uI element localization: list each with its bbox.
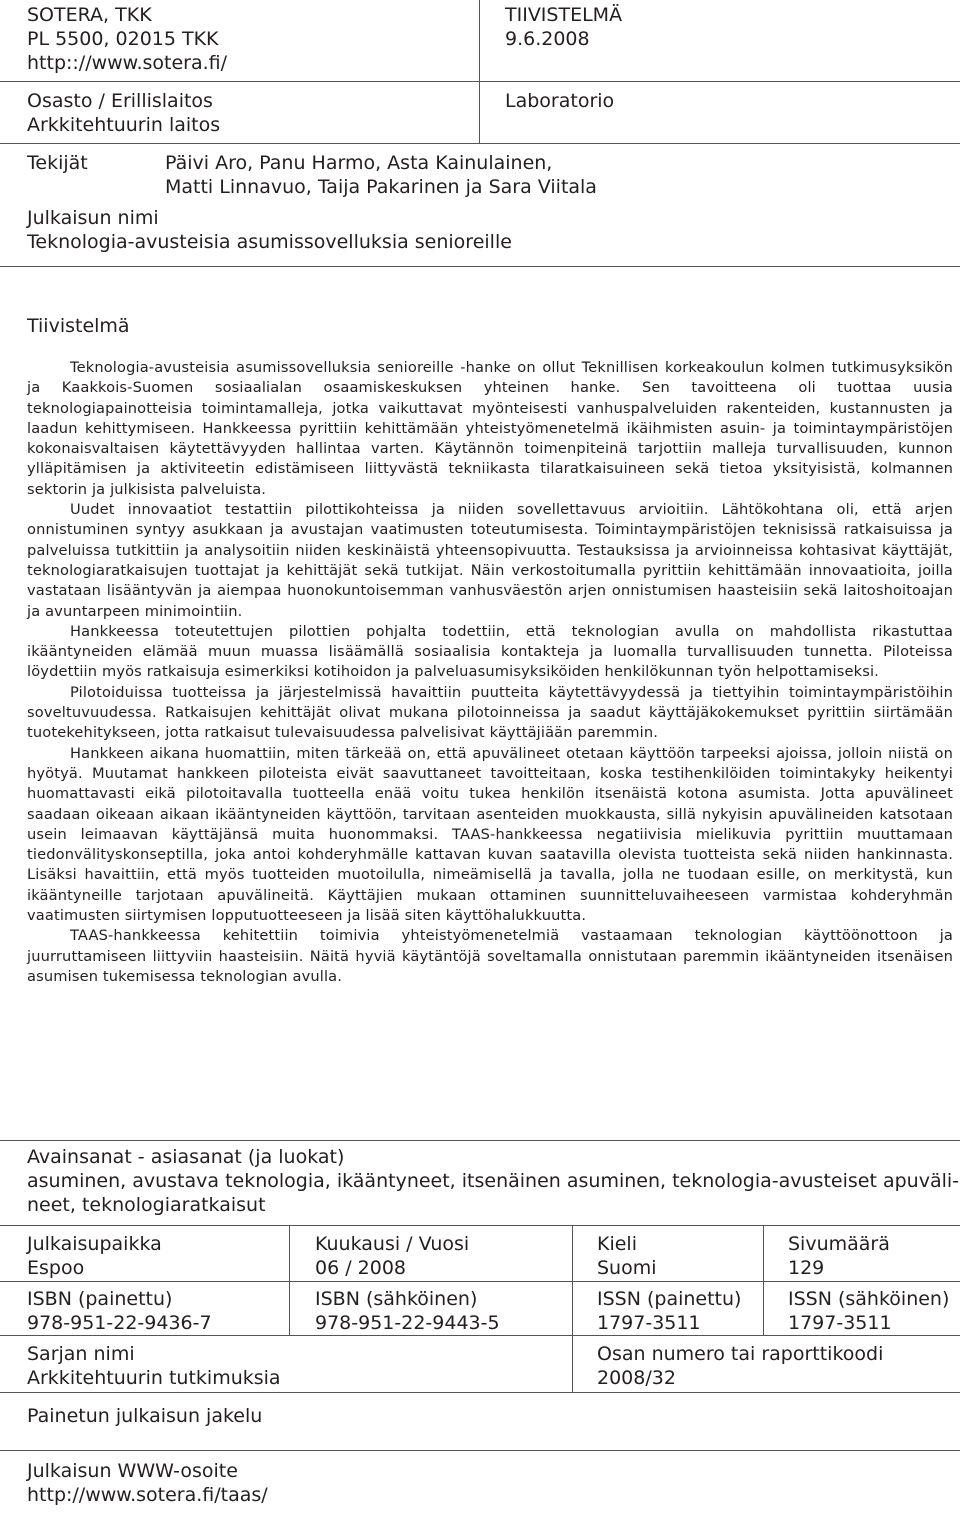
place: Espoo [27,1257,85,1279]
header-column-divider [479,0,480,143]
rule-after-title [0,266,960,267]
distribution-label: Painetun julkaisun jakelu [27,1405,263,1427]
authors-line-1: Päivi Aro, Panu Harmo, Asta Kainulainen, [165,152,553,174]
unit: Laboratorio [505,90,615,112]
www-label: Julkaisun WWW-osoite [27,1460,238,1482]
month: 06 / 2008 [315,1257,407,1279]
org-url: http:://www.sotera.fi/ [27,52,228,74]
department-label: Osasto / Erillislaitos [27,90,213,112]
abstract-paragraph-1: Teknologia-avusteisia asumissovelluksia senioreille -hanke on ollut Teknillisen korkeakoulun kolmen tutkimusyksikön ja Kaakkois-Suomen sosiaalialan osaamiskeskuksen yhteinen hanke. Sen tavoitteena oli tuottaa uusia teknologiapainotteisia toimintamalleja, jotka vaikuttavat myönteisesti vanhuspalveluiden rakenteiden, kustannusten ja laadun kehittymiseen. Hankkeessa pyrittiin kehittämään yhteistyömenetelmä ikäihmisten asuin- ja toimintaympäristöjen kokonaisvaltaisen käytettävyyden hallintaa varten. Käytännön toimenpiteinä tarjottiin malleja turvallisuuden, kunnon ylläpitämisen ja aktiviteetin edistämiseen liittyvästä tekniikasta tilaratkaisuineen sekä tietoa yksityisistä, kolmannen sektorin ja julkisista palveluista. [27,359,953,498]
rule-after-row2 [0,1335,960,1336]
isbn-electronic-label: ISBN (sähköinen) [315,1288,478,1310]
doc-type: TIIVISTELMÄ [505,4,623,26]
abstract-paragraph-3: Hankkeessa toteutettujen pilottien pohjalta todettiin, että teknologian avulla on mahdollista rikastuttaa ikääntyneiden elämää muun muassa lisäämällä sosiaalisia kontakteja ja luomalla turvallisuuden tunnetta. Piloteissa löydettiin myös ratkaisuja esimerkiksi kotihoidon ja palveluasumisyksiköiden henkilökunnan työn helpottamiseksi. [27,622,953,681]
month-label: Kuukausi / Vuosi [315,1233,470,1255]
org-line-1: SOTERA, TKK [27,4,152,26]
rule-after-unit [0,143,960,144]
keywords-line-1: asuminen, avustava teknologia, ikääntyneet, itsenäinen asuminen, teknologia-avusteiset apuväli- [27,1170,960,1192]
issn-electronic: 1797-3511 [788,1312,892,1334]
rule-after-row4 [0,1450,960,1451]
place-label: Julkaisupaikka [27,1233,162,1255]
keywords-label: Avainsanat - asiasanat (ja luokat) [27,1146,345,1168]
abstract-heading: Tiivistelmä [27,315,130,337]
issn-electronic-label: ISSN (sähköinen) [788,1288,950,1310]
report-code-label: Osan numero tai raporttikoodi [597,1343,884,1365]
details-divider-2 [572,1225,573,1392]
rule-after-row3 [0,1392,960,1393]
department: Arkkitehtuurin laitos [27,114,221,136]
pages-label: Sivumäärä [788,1233,890,1255]
series: Arkkitehtuurin tutkimuksia [27,1367,281,1389]
issn-print-label: ISSN (painettu) [597,1288,742,1310]
rule-before-keywords [0,1140,960,1141]
isbn-print-label: ISBN (painettu) [27,1288,173,1310]
abstract-paragraph-2: Uudet innovaatiot testattiin pilottikohteissa ja niiden sovellettavuus arvioitiin. Lähtökohtana oli, että arjen onnistuminen syntyy asukkaan ja avustajan vaatimusten toteutumisesta. Toimintaympäristöjen teknisissä ratkaisuissa ja palveluissa tutkittiin ja analysoitiin niiden keskinäistä yhteensopivuutta. Testauksissa ja arvioinneissa kohtasivat käyttäjät, teknologiaratkaisujen tuottajat ja kehittäjät sekä tutkijat. Näin verkostoitumalla pyrittiin kehittämään innovaatioita, joilla vastataan lisääntyvän ja aiempaa huonokuntoisemman vanhusväestön arjen onnistumisen haasteisiin sekä laitoshoitoajan ja avuntarpeen minimointiin. [27,501,953,620]
series-label: Sarjan nimi [27,1343,135,1365]
isbn-print: 978-951-22-9436-7 [27,1312,212,1334]
details-divider-3 [763,1225,764,1335]
abstract-body [27,358,953,987]
abstract-paragraph-5: Hankkeen aikana huomattiin, miten tärkeää on, että apuvälineet otetaan käyttöön tarpeeksi ajoissa, jolloin niistä on hyötyä. Muutamat hankkeen piloteista eivät saavuttaneet tavoitteitaan, koska testihenkilöiden toimintakyky heikentyi huomattavasti eikä pilotoitavalla tuotteella enää voitu tukea henkilön itsenäistä kotona asumista. Jotta apuvälineet saadaan oikeaan aikaan ikääntyneiden käyttöön, tarvitaan asenteiden muokkausta, sillä nykyisin apuvälineiden katsotaan usein leimaavan käyttäjänsä muita huonommaksi. TAAS-hankkeessa negatiivisia mielikuvia pyrittiin muuttamaan tiedonvälityskonseptilla, joka antoi kohderyhmälle kattavan kuvan saatavilla olevista tuotteista sekä niiden hankinnasta. Lisäksi havaittiin, että myös tuotteiden muotoilulla, nimeämisellä ja tavalla, jolla ne tuodaan esille, on merkitystä, kun ikääntyneille tarjotaan apuvälineitä. Käyttäjien mukaan ottaminen suunnitteluvaiheeseen varmistaa kohderyhmän vaatimusten siirtymisen lopputuotteeseen ja lisää siten käyttöhalukkuutta. [27,744,953,925]
authors-line-2: Matti Linnavuo, Taija Pakarinen ja Sara Viitala [165,176,597,198]
language: Suomi [597,1257,657,1279]
rule-after-header [0,81,960,82]
report-code: 2008/32 [597,1367,676,1389]
details-divider-1 [289,1225,290,1335]
publication-title: Teknologia-avusteisia asumissovelluksia senioreille [27,231,512,253]
language-label: Kieli [597,1233,637,1255]
authors-label: Tekijät [27,152,88,174]
rule-after-row1 [0,1281,960,1282]
isbn-electronic: 978-951-22-9443-5 [315,1312,500,1334]
doc-date: 9.6.2008 [505,28,590,50]
issn-print: 1797-3511 [597,1312,701,1334]
publication-title-label: Julkaisun nimi [27,207,159,229]
www-link[interactable]: http://www.sotera.fi/taas/ [27,1484,268,1506]
abstract-paragraph-6: TAAS-hankkeessa kehitettiin toimivia yhteistyömenetelmiä vastaamaan teknologian käyttöönottoon ja juurruttamiseen liittyviin haasteisiin. Näitä hyviä käytäntöjä soveltamalla onnistutaan paremmin ikääntyneiden itsenäisen asumisen tukemisessa teknologian avulla. [27,927,953,985]
rule-after-keywords [0,1225,960,1226]
pages: 129 [788,1257,825,1279]
keywords-line-2: neet, teknologiaratkaisut [27,1194,266,1216]
abstract-paragraph-4: Pilotoiduissa tuotteissa ja järjestelmissä havaittiin puutteita käytettävyydessä ja tiettyihin toimintaympäristöihin soveltuvuudessa. Ratkaisujen kehittäjät olivat mukana pilotoinneissa ja saadut käyttäjäkokemukset pyrittiin siirtämään tuotekehitykseen, jotta ratkaisut tulevaisuudessa palvelisivat käyttäjiään paremmin. [27,683,953,742]
org-line-2: PL 5500, 02015 TKK [27,28,219,50]
